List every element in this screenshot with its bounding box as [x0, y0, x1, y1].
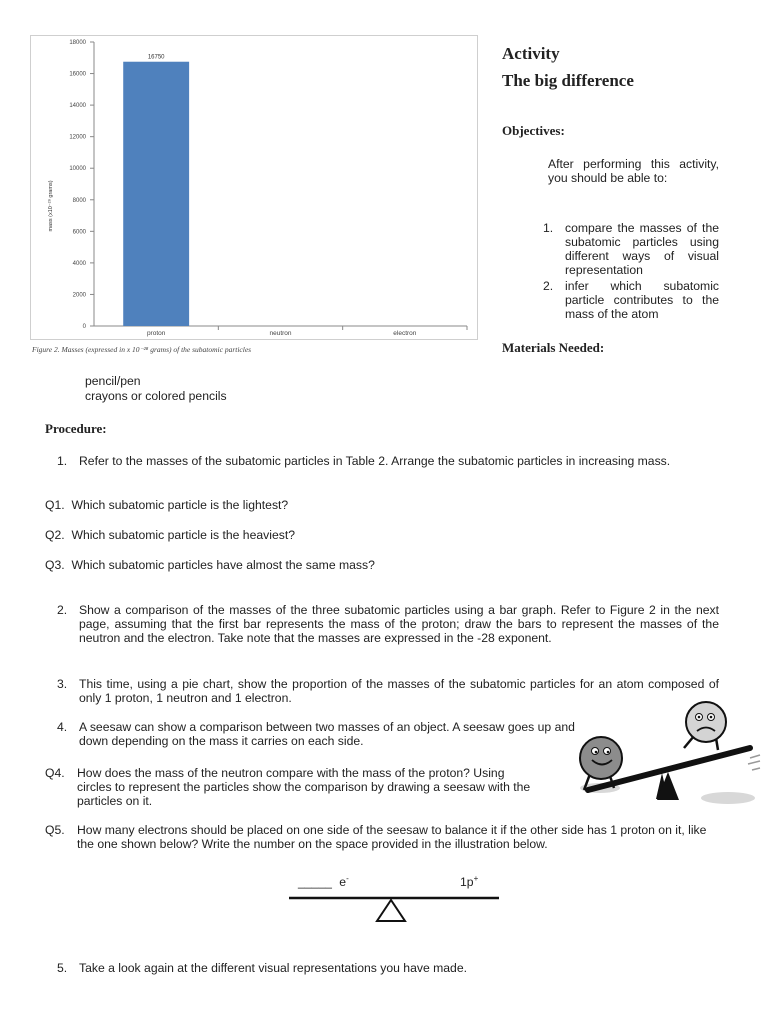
objectives-intro: After performing this activity, you should be able to: — [548, 157, 719, 185]
question-q5 — [45, 823, 719, 851]
question-text: How does the mass of the neutron compare with the mass of the proton? Using circles to represent the particles show the comparison by drawing a seesaw with the particles on it. — [77, 766, 531, 808]
question-q1 — [45, 498, 288, 512]
procedure-step-5 — [57, 961, 719, 975]
objective-text: compare the masses of the subatomic particles using different ways of visual representation — [565, 221, 719, 277]
motion-lines — [748, 755, 760, 770]
y-tick-label: 0 — [82, 324, 86, 330]
materials-heading: Materials Needed: — [502, 340, 605, 355]
objectives-heading: Objectives: — [502, 123, 565, 138]
question-text: Which subatomic particle is the heaviest? — [71, 528, 295, 542]
seesaw-right-label — [460, 872, 478, 889]
y-tick-label: 16000 — [69, 71, 86, 78]
electron-charge: - — [346, 874, 349, 883]
step-number: 1. — [57, 454, 68, 468]
figure-caption: Figure 2. Masses (expressed in x 10⁻²⁸ grams) of the subatomic particles — [32, 345, 252, 354]
y-tick-label: 10000 — [69, 166, 86, 173]
objective-number: 2. — [543, 279, 554, 293]
bar-chart-figure — [30, 35, 478, 340]
step-number: 2. — [57, 603, 68, 617]
proton-symbol: 1p — [460, 875, 474, 890]
seesaw-cartoon-illustration — [578, 700, 763, 812]
y-tick-label: 2000 — [72, 292, 86, 299]
question-number: Q3. — [45, 558, 65, 572]
question-text: How many electrons should be placed on one side of the seesaw to balance it if the other side has 1 proton on it, like the one shown below? Write the number on the space provided in the illustration below. — [77, 823, 707, 851]
answer-blank: _____ — [298, 875, 332, 890]
material-item: crayons or colored pencils — [85, 389, 227, 403]
step-number: 3. — [57, 677, 68, 691]
question-text: Which subatomic particles have almost the same mass? — [71, 558, 375, 572]
seesaw-diagram — [288, 893, 500, 925]
activity-title: The big difference — [502, 71, 634, 90]
y-tick-label: 18000 — [69, 40, 86, 46]
question-q2 — [45, 528, 295, 542]
procedure-step-4 — [57, 720, 585, 748]
question-number: Q1. — [45, 498, 65, 512]
step-text: Refer to the masses of the subatomic particles in Table 2. Arrange the subatomic particles in increasing mass. — [79, 454, 671, 468]
seesaw-fulcrum — [377, 900, 405, 921]
question-q3 — [45, 558, 375, 572]
step-text: This time, using a pie chart, show the proportion of the masses of the subatomic particles for an atom composed of only 1 proton, 1 neutron and 1 electron. — [79, 677, 719, 705]
question-number: Q2. — [45, 528, 65, 542]
question-text: Which subatomic particle is the lightest? — [71, 498, 289, 512]
step-text: A seesaw can show a comparison between two masses of an object. A seesaw goes up and down depending on the mass it carries on each side. — [79, 720, 575, 748]
material-item: pencil/pen — [85, 374, 141, 388]
procedure-step-2 — [57, 603, 719, 645]
question-number: Q5. — [45, 823, 65, 837]
y-tick-label: 4000 — [72, 260, 86, 267]
y-axis-label: mass (x10⁻²⁸ grams) — [48, 180, 54, 232]
x-tick-label: electron — [393, 330, 417, 337]
cartoon-shadow — [701, 792, 755, 804]
bar-proton — [123, 62, 189, 326]
materials-list — [85, 374, 227, 404]
y-tick-label: 6000 — [72, 229, 86, 236]
step-text: Take a look again at the different visual representations you have made. — [79, 961, 467, 975]
x-tick-label: neutron — [269, 330, 292, 337]
y-tick-label: 8000 — [72, 197, 86, 204]
step-number: 5. — [57, 961, 68, 975]
objective-text: infer which subatomic particle contributes to the mass of the atom — [565, 279, 719, 321]
procedure-heading: Procedure: — [45, 421, 107, 436]
proton-charge: + — [473, 874, 479, 883]
y-tick-label: 12000 — [69, 134, 86, 141]
step-number: 4. — [57, 720, 68, 734]
step-text: Show a comparison of the masses of the three subatomic particles using a bar graph. Refer to Figure 2 in the next page, assuming that the first bar represents the mass of the proton; draw the bars to represent the masses of the neutron and the electron. Take note that the masses are expressed in the -28 exponent. — [79, 603, 719, 645]
question-number: Q4. — [45, 766, 65, 780]
seesaw-left-label — [298, 872, 349, 889]
bar-chart — [31, 36, 477, 339]
question-q4 — [45, 766, 537, 808]
electron-symbol: e — [339, 875, 347, 890]
objective-item — [543, 221, 719, 277]
y-tick-label: 14000 — [69, 103, 86, 110]
activity-label: Activity — [502, 44, 560, 63]
data-label: 16750 — [147, 54, 165, 61]
objective-item — [543, 279, 719, 321]
objective-number: 1. — [543, 221, 554, 235]
objectives-list — [543, 221, 719, 321]
procedure-step-1 — [57, 454, 719, 468]
x-tick-label: proton — [146, 330, 166, 337]
sad-ball-character — [684, 702, 726, 750]
